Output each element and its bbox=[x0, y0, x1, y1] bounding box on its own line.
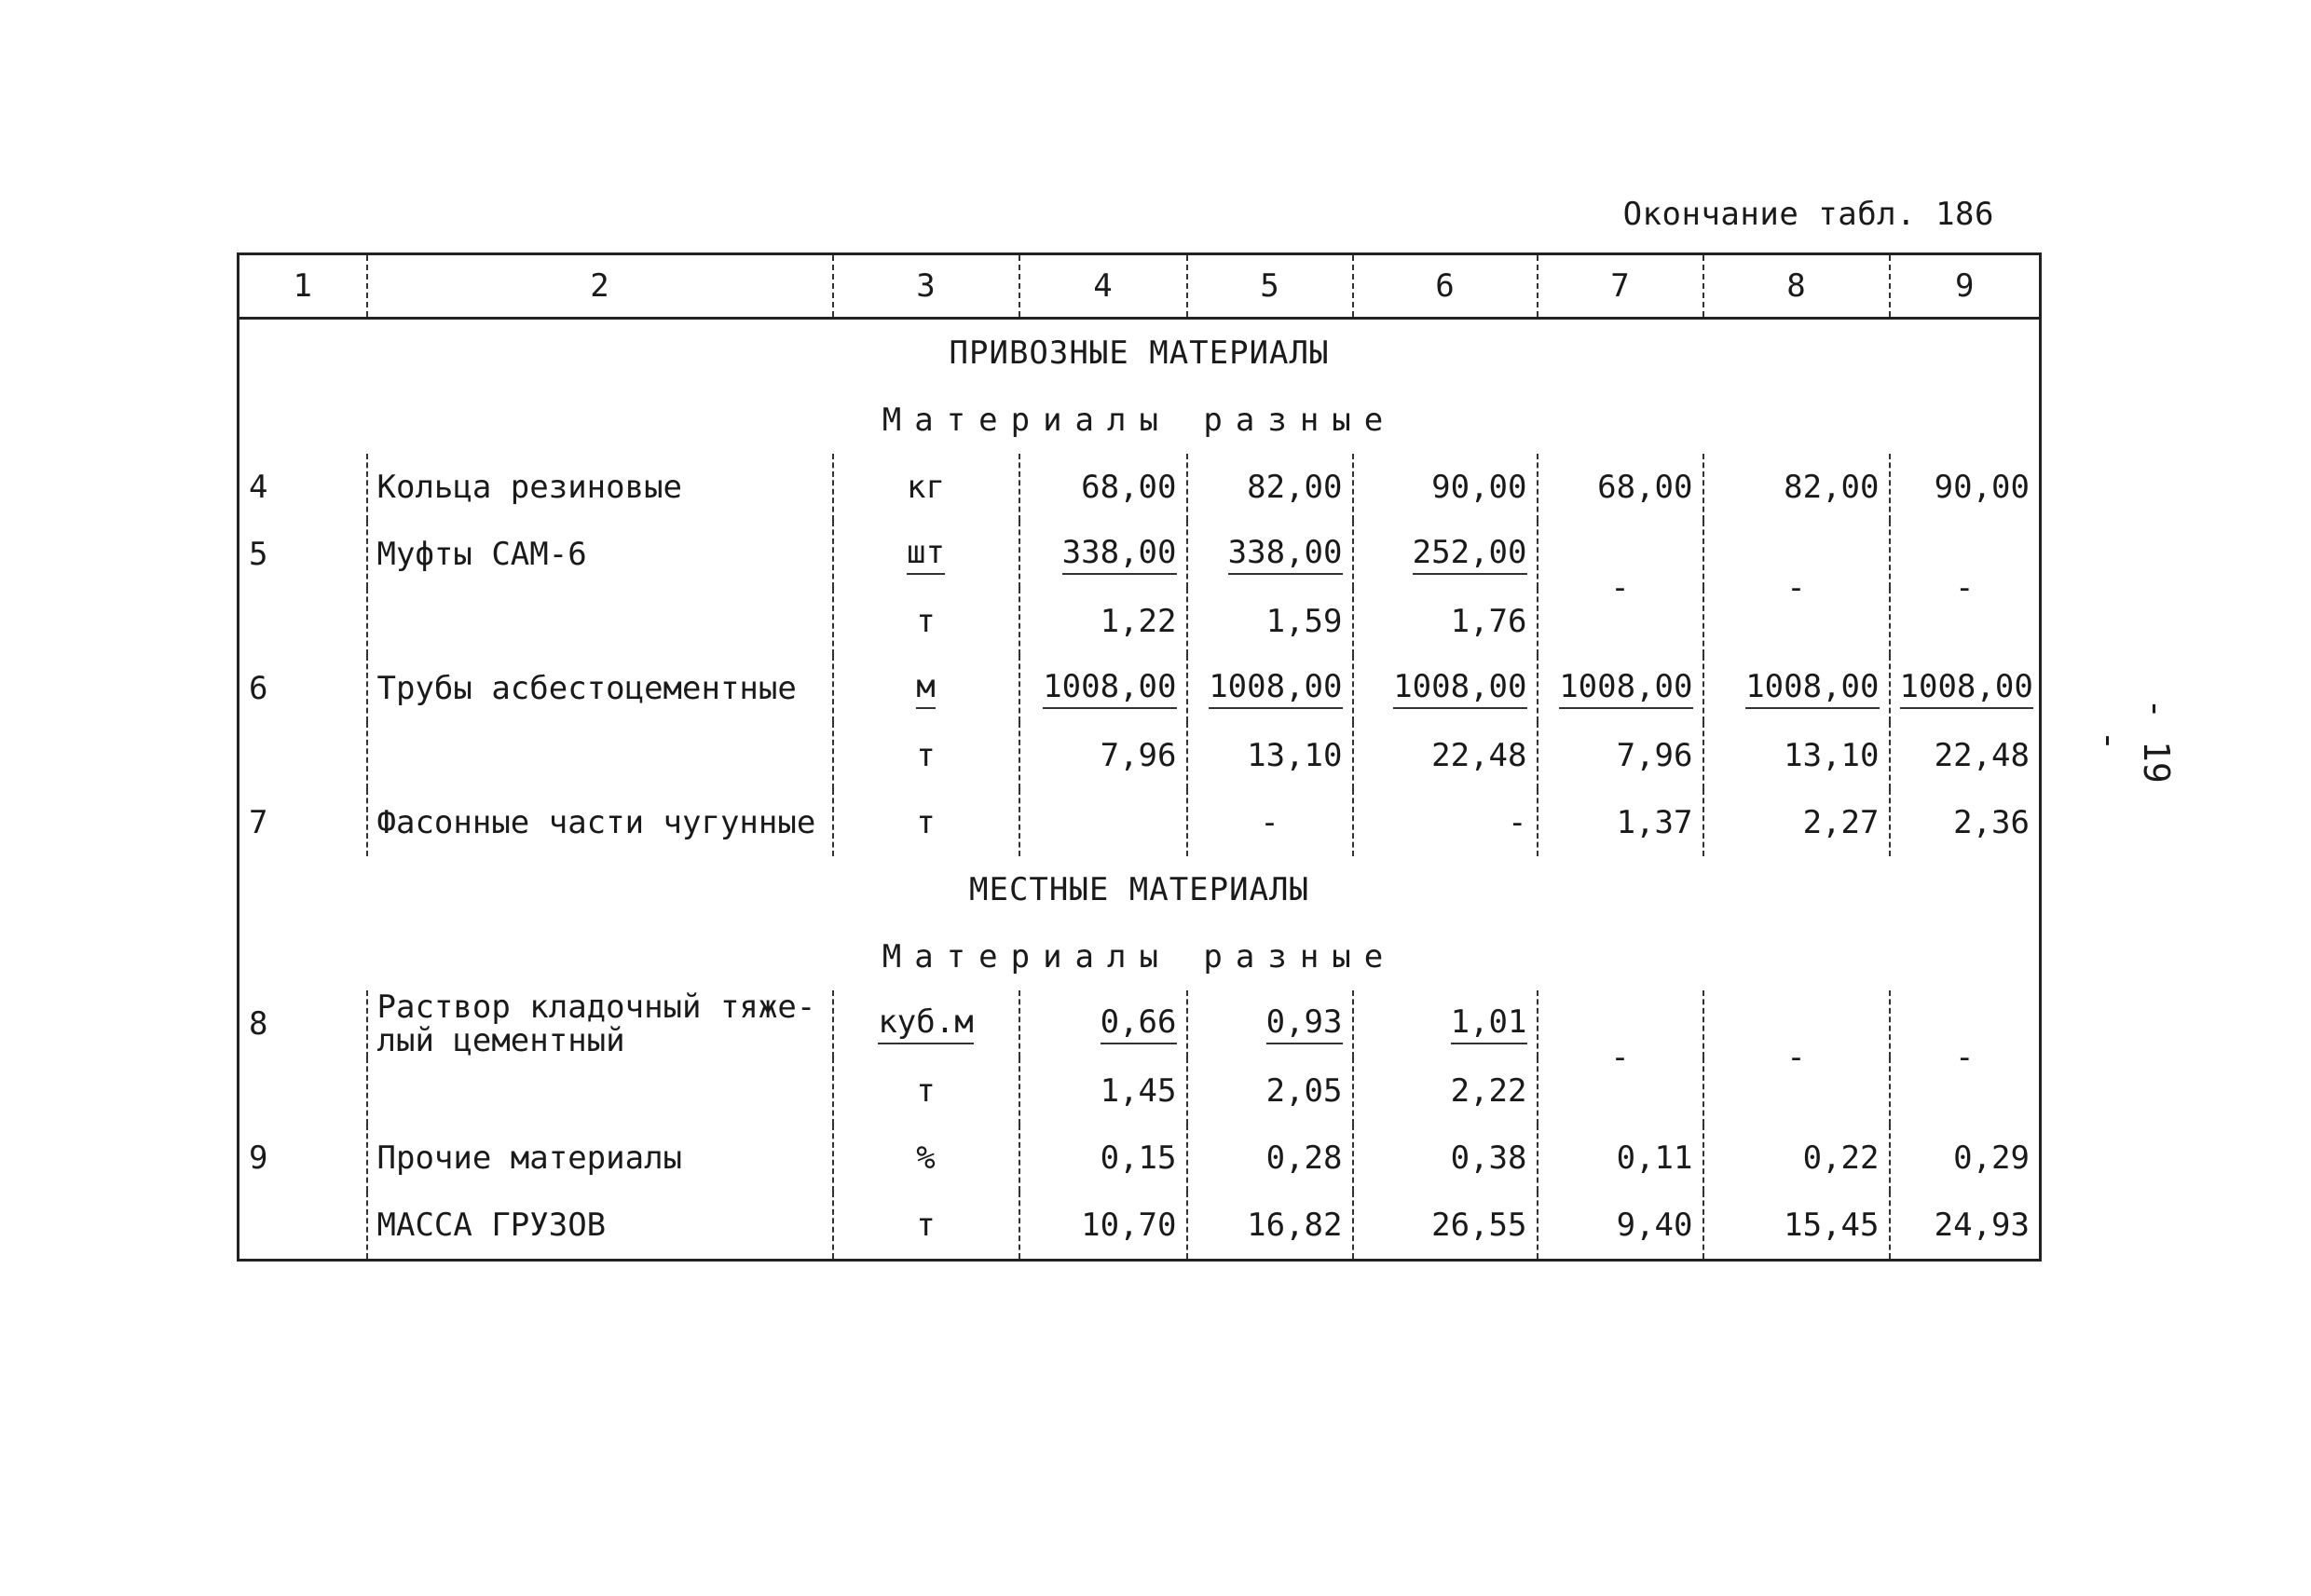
row-unit: т bbox=[833, 588, 1019, 655]
table-caption: Окончание табл. 186 bbox=[1622, 196, 1994, 233]
value-cell: - bbox=[1890, 990, 2041, 1125]
row-number: 5 bbox=[239, 521, 367, 588]
value-cell bbox=[1353, 990, 1538, 1057]
row-name-line1: Раствор кладочный тяже- bbox=[376, 989, 816, 1026]
value-cell: 22,48 bbox=[1890, 722, 2041, 789]
section-subtitle: Материалы разные bbox=[239, 387, 2041, 454]
col-header-1: 1 bbox=[239, 254, 367, 319]
total-row bbox=[239, 1192, 2041, 1261]
table-row bbox=[239, 789, 2041, 856]
value-cell: 10,70 bbox=[1019, 1192, 1187, 1261]
section-title-row bbox=[239, 319, 2041, 388]
fraction-numerator: куб.м bbox=[878, 1003, 973, 1044]
fraction-numerator: 338,00 bbox=[1228, 534, 1343, 575]
section-title-row bbox=[239, 856, 2041, 923]
row-number: 6 bbox=[239, 655, 367, 722]
empty-cell bbox=[367, 1057, 833, 1125]
value-cell: 16,82 bbox=[1187, 1192, 1353, 1261]
value-cell: 13,10 bbox=[1187, 722, 1353, 789]
row-number: 9 bbox=[239, 1125, 367, 1192]
value-cell: 1,37 bbox=[1538, 789, 1703, 856]
value-cell: 1,59 bbox=[1187, 588, 1353, 655]
value-cell: 24,93 bbox=[1890, 1192, 2041, 1261]
value-cell: 2,36 bbox=[1890, 789, 2041, 856]
value-cell: 1,22 bbox=[1019, 588, 1187, 655]
fraction-numerator: м bbox=[916, 668, 935, 709]
value-cell: 7,96 bbox=[1019, 722, 1187, 789]
row-unit: кг bbox=[833, 454, 1019, 521]
value-cell bbox=[1187, 655, 1353, 722]
fraction-numerator: 0,93 bbox=[1266, 1003, 1343, 1044]
row-number: 4 bbox=[239, 454, 367, 521]
value-cell: 9,40 bbox=[1538, 1192, 1703, 1261]
col-header-7: 7 bbox=[1538, 254, 1703, 319]
row-unit: т bbox=[833, 722, 1019, 789]
section-subtitle: Материалы разные bbox=[239, 923, 2041, 990]
value-cell: 0,38 bbox=[1353, 1125, 1538, 1192]
value-cell bbox=[1353, 655, 1538, 722]
value-cell: 13,10 bbox=[1703, 722, 1890, 789]
value-cell bbox=[1019, 789, 1187, 856]
value-cell: 0,11 bbox=[1538, 1125, 1703, 1192]
row-name: Фасонные части чугунные bbox=[367, 789, 833, 856]
empty-cell bbox=[239, 1192, 367, 1261]
value-cell: - bbox=[1538, 990, 1703, 1125]
fraction-numerator: 1008,00 bbox=[1745, 668, 1879, 709]
row-name bbox=[367, 990, 833, 1057]
value-cell: 90,00 bbox=[1353, 454, 1538, 521]
row-name: Муфты САМ-6 bbox=[367, 521, 833, 588]
fraction-numerator: 252,00 bbox=[1413, 534, 1527, 575]
empty-cell bbox=[367, 588, 833, 655]
row-unit: т bbox=[833, 1057, 1019, 1125]
value-cell: 22,48 bbox=[1353, 722, 1538, 789]
fraction-numerator: 0,66 bbox=[1101, 1003, 1177, 1044]
value-cell: 2,05 bbox=[1187, 1057, 1353, 1125]
value-cell bbox=[1353, 521, 1538, 588]
value-cell bbox=[1187, 990, 1353, 1057]
value-cell: 82,00 bbox=[1703, 454, 1890, 521]
value-cell bbox=[1019, 521, 1187, 588]
empty-cell bbox=[239, 1057, 367, 1125]
materials-table bbox=[237, 252, 2042, 1262]
value-cell: 0,22 bbox=[1703, 1125, 1890, 1192]
col-header-5: 5 bbox=[1187, 254, 1353, 319]
fraction-numerator: 1008,00 bbox=[1043, 668, 1176, 709]
empty-cell bbox=[239, 588, 367, 655]
col-header-4: 4 bbox=[1019, 254, 1187, 319]
row-number: 7 bbox=[239, 789, 367, 856]
value-cell: 1,76 bbox=[1353, 588, 1538, 655]
table-row bbox=[239, 722, 2041, 789]
table-row bbox=[239, 454, 2041, 521]
table-row bbox=[239, 521, 2041, 588]
value-cell bbox=[1019, 990, 1187, 1057]
row-unit: т bbox=[833, 789, 1019, 856]
section-subtitle-row bbox=[239, 923, 2041, 990]
value-cell: 2,27 bbox=[1703, 789, 1890, 856]
page-number: - 19 - bbox=[2089, 698, 2177, 784]
col-header-2: 2 bbox=[367, 254, 833, 319]
header-row bbox=[239, 254, 2041, 319]
value-cell: - bbox=[1187, 789, 1353, 856]
value-cell: 2,22 bbox=[1353, 1057, 1538, 1125]
value-cell: 68,00 bbox=[1019, 454, 1187, 521]
fraction-numerator: 1008,00 bbox=[1559, 668, 1692, 709]
row-unit bbox=[833, 990, 1019, 1057]
row-unit: т bbox=[833, 1192, 1019, 1261]
value-cell: - bbox=[1703, 990, 1890, 1125]
row-name: Кольца резиновые bbox=[367, 454, 833, 521]
fraction-numerator: 1008,00 bbox=[1900, 668, 2033, 709]
section-title: МЕСТНЫЕ МАТЕРИАЛЫ bbox=[239, 856, 2041, 923]
col-header-6: 6 bbox=[1353, 254, 1538, 319]
value-cell: 7,96 bbox=[1538, 722, 1703, 789]
row-name: Прочие материалы bbox=[367, 1125, 833, 1192]
fraction-numerator: 1,01 bbox=[1451, 1003, 1527, 1044]
section-subtitle-row bbox=[239, 387, 2041, 454]
table-row bbox=[239, 990, 2041, 1057]
value-cell: - bbox=[1703, 521, 1890, 655]
value-cell bbox=[1890, 655, 2041, 722]
fraction-numerator: 1008,00 bbox=[1209, 668, 1342, 709]
col-header-9: 9 bbox=[1890, 254, 2041, 319]
value-cell: 0,29 bbox=[1890, 1125, 2041, 1192]
value-cell: - bbox=[1538, 521, 1703, 655]
empty-cell bbox=[367, 722, 833, 789]
col-header-3: 3 bbox=[833, 254, 1019, 319]
section-title: ПРИВОЗНЫЕ МАТЕРИАЛЫ bbox=[239, 319, 2041, 388]
value-cell: 0,28 bbox=[1187, 1125, 1353, 1192]
col-header-8: 8 bbox=[1703, 254, 1890, 319]
value-cell bbox=[1703, 655, 1890, 722]
value-cell bbox=[1019, 655, 1187, 722]
row-number: 8 bbox=[239, 990, 367, 1057]
value-cell bbox=[1538, 655, 1703, 722]
empty-cell bbox=[239, 722, 367, 789]
row-unit: % bbox=[833, 1125, 1019, 1192]
row-unit bbox=[833, 655, 1019, 722]
value-cell: 82,00 bbox=[1187, 454, 1353, 521]
row-name-line2: лый цементный bbox=[376, 1022, 625, 1059]
row-name: Трубы асбестоцементные bbox=[367, 655, 833, 722]
value-cell: 26,55 bbox=[1353, 1192, 1538, 1261]
fraction-numerator: шт bbox=[907, 534, 945, 575]
value-cell: - bbox=[1353, 789, 1538, 856]
row-unit bbox=[833, 521, 1019, 588]
table-row bbox=[239, 1125, 2041, 1192]
row-name: МАССА ГРУЗОВ bbox=[367, 1192, 833, 1261]
fraction-numerator: 338,00 bbox=[1062, 534, 1177, 575]
fraction-numerator: 1008,00 bbox=[1393, 668, 1526, 709]
table-row bbox=[239, 655, 2041, 722]
value-cell: 1,45 bbox=[1019, 1057, 1187, 1125]
value-cell: 0,15 bbox=[1019, 1125, 1187, 1192]
value-cell: - bbox=[1890, 521, 2041, 655]
value-cell: 68,00 bbox=[1538, 454, 1703, 521]
value-cell: 15,45 bbox=[1703, 1192, 1890, 1261]
value-cell: 90,00 bbox=[1890, 454, 2041, 521]
value-cell bbox=[1187, 521, 1353, 588]
